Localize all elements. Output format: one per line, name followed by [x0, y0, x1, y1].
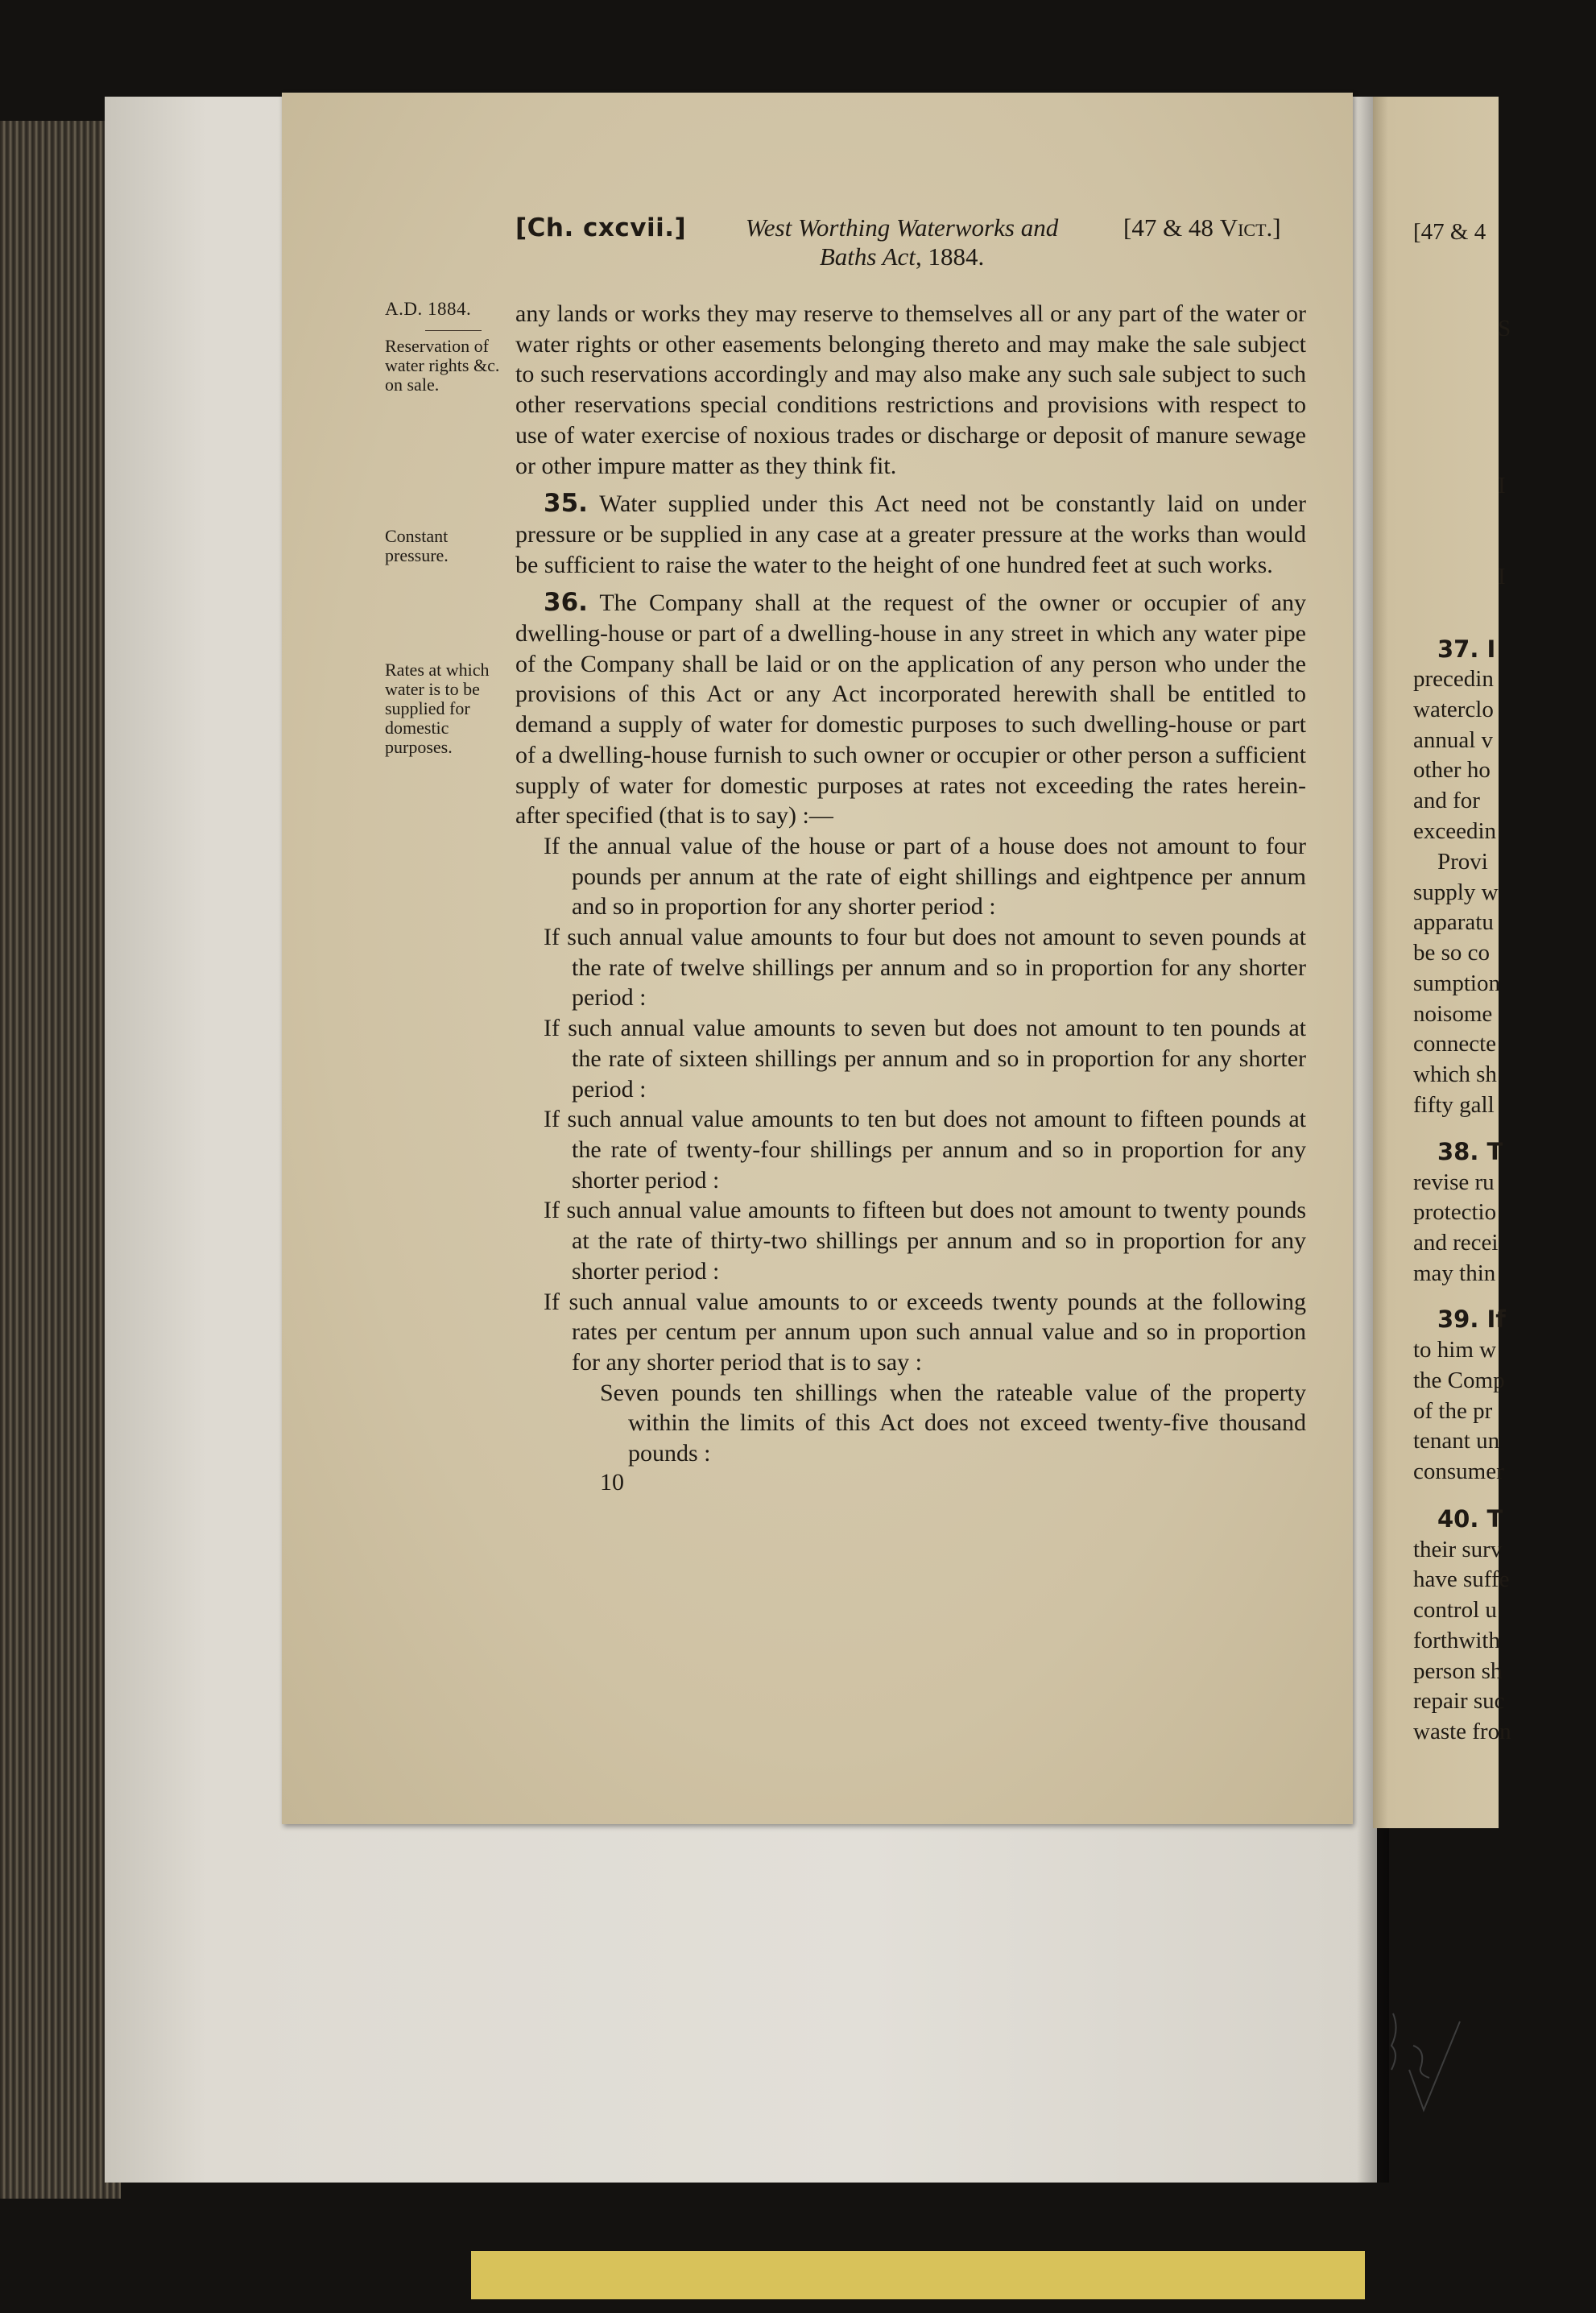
margin-note-reservation: Reservation of water rights &c. on sale.: [385, 336, 500, 395]
section-35-text: Water supplied under this Act need not be constantly laid on under pressure or be supplied in any case at a greater pressure at the works than would be sufficient to raise the water to the height of one hundred feet at such works.: [515, 490, 1306, 578]
facing-page-line: be so co: [1413, 940, 1491, 966]
act-title: [733, 213, 1071, 271]
margin-rule: [425, 330, 482, 331]
margin-year: A.D. 1884.: [385, 299, 472, 319]
facing-page-line: repair suc: [1413, 1688, 1505, 1714]
facing-page-line: waste fron: [1413, 1719, 1511, 1744]
facing-page-line: consumer: [1413, 1459, 1504, 1484]
act-title-line1: West Worthing Waterworks and: [745, 213, 1059, 242]
facing-page: [1373, 97, 1511, 1828]
section-36-number: 36.: [544, 588, 588, 618]
session-vict: Vict.: [1219, 213, 1273, 242]
book-page-edges: [0, 121, 121, 2199]
facing-page-line: Provi: [1437, 849, 1488, 875]
facing-page-line: sumption: [1413, 970, 1500, 996]
sub-rate-item: Seven pounds ten shillings when the rateable value of the property within the limits of this Act does not exceed twenty-five thousand pounds :: [600, 1379, 1306, 1467]
facing-page-line: precedin: [1413, 666, 1494, 692]
facing-page-line: have suffe: [1413, 1566, 1510, 1592]
facing-page-line: forthwith: [1413, 1628, 1500, 1653]
facing-page-line: to him w: [1413, 1337, 1497, 1363]
chapter-reference: [Ch. cxcvii.]: [515, 213, 687, 242]
facing-page-line: waterclo: [1413, 697, 1494, 722]
facing-page-line: and for: [1413, 788, 1480, 813]
session-reference: [1123, 213, 1281, 242]
facing-page-line: may thin: [1413, 1260, 1496, 1286]
binding-tab: [471, 2251, 1365, 2299]
running-header: [515, 213, 1321, 278]
act-title-line2: [733, 242, 1071, 271]
facing-page-line: noisome: [1413, 1001, 1493, 1027]
section-36-text: The Company shall at the request of the owner or occupier of any dwelling-house or part of a dwelling-house in any street in which any water pipe of the Company shall be laid or on the application of any person who under the provisions of this Act or any Act incorporated herewith shall be entitled to demand a supply of water for domestic purposes to such dwelling-house or part of a dwelling-house furnish to such owner or occupier or other person a sufficient supply of water for domestic purposes at rates not exceeding the rates herein-after specified (that is to say) :—: [515, 590, 1306, 830]
margin-note-constant: Constant pressure.: [385, 526, 449, 565]
session-close: ]: [1272, 213, 1281, 242]
facing-page-line: connecte: [1413, 1031, 1497, 1057]
rate-item: If such annual value amounts to fifteen but does not amount to twenty pounds at the rate of thirty-two shillings per annum and so in proportion for any shorter period :: [544, 1197, 1306, 1285]
body-text: [515, 299, 1306, 1496]
rate-item: If such annual value amounts to or exceeds twenty pounds at the following rates per centum per annum upon such annual value and so in proportion for any shorter period that is to say :: [544, 1288, 1306, 1376]
section-36: [515, 588, 1306, 831]
facing-page-line: control u: [1413, 1597, 1497, 1623]
facing-page-line: apparatu: [1413, 909, 1494, 935]
section-35-number: 35.: [544, 489, 588, 519]
facing-page-line: S: [1498, 316, 1511, 341]
section-gap: [515, 580, 1306, 588]
pencil-mark: [1385, 1997, 1474, 2118]
facing-page-line: other ho: [1413, 757, 1491, 783]
facing-page-line: annual v: [1413, 727, 1494, 753]
section-35: [515, 489, 1306, 580]
facing-page-line: I: [1498, 473, 1506, 499]
act-title-line2-year: , 1884.: [915, 242, 985, 271]
facing-page-line: person sh: [1413, 1658, 1503, 1684]
rate-item: If the annual value of the house or part of a house does not amount to four pounds per annum at the rate of eight shillings and eightpence per annum and so in proportion for any shorter period :: [544, 832, 1306, 921]
session-open: [47 & 48: [1123, 213, 1220, 242]
facing-page-line: their surv: [1413, 1537, 1503, 1562]
rate-item: If such annual value amounts to seven but does not amount to ten pounds at the rate of sixteen shillings per annum and so in proportion for any shorter period :: [544, 1015, 1306, 1103]
facing-page-line: 37. I: [1437, 635, 1496, 663]
sub-rate-list: [515, 1378, 1306, 1469]
facing-page-line: 39. If: [1437, 1305, 1506, 1333]
rate-item: If such annual value amounts to four but does not amount to seven pounds at the rate of twelve shillings per annum and so in proportion for any shorter period :: [544, 924, 1306, 1012]
page-number: 10: [600, 1468, 624, 1496]
facing-page-line: protectio: [1413, 1199, 1497, 1225]
facing-page-header: [47 & 4: [1413, 219, 1486, 245]
facing-page-line: exceedin: [1413, 818, 1497, 844]
facing-page-line: revise ru: [1413, 1169, 1495, 1195]
facing-page-line: tenant un: [1413, 1428, 1500, 1454]
act-title-line2-italic: Baths Act: [819, 242, 916, 271]
facing-page-line: supply w: [1413, 879, 1499, 905]
facing-page-line: 38. T: [1437, 1138, 1503, 1165]
margin-note-rates: Rates at which water is to be supplied for domestic purposes.: [385, 660, 490, 757]
facing-page-line: I: [1498, 564, 1506, 590]
facing-page-line: fifty gall: [1413, 1092, 1495, 1118]
facing-page-line: and recei: [1413, 1230, 1499, 1256]
rate-item: If such annual value amounts to ten but does not amount to fifteen pounds at the rate of twenty-four shillings per annum and so in proportion for any shorter period :: [544, 1106, 1306, 1194]
facing-page-line: of the pr: [1413, 1398, 1493, 1424]
section-gap: [515, 481, 1306, 489]
paragraph-34-continued: any lands or works they may reserve to themselves all or any part of the water or water rights or other easements belonging thereto and may make the sale subject to such reservations accordingly and may also make any such sale subject to such other reservations special conditions restrictions and provisions with respect to use of water exercise of noxious trades or discharge or deposit of manure sewage or other impure matter as they think fit.: [515, 300, 1306, 479]
facing-page-line: the Comp: [1413, 1368, 1505, 1393]
rate-list: [515, 831, 1306, 1378]
facing-page-line: 40. T: [1437, 1505, 1503, 1533]
facing-page-line: which sh: [1413, 1061, 1497, 1087]
